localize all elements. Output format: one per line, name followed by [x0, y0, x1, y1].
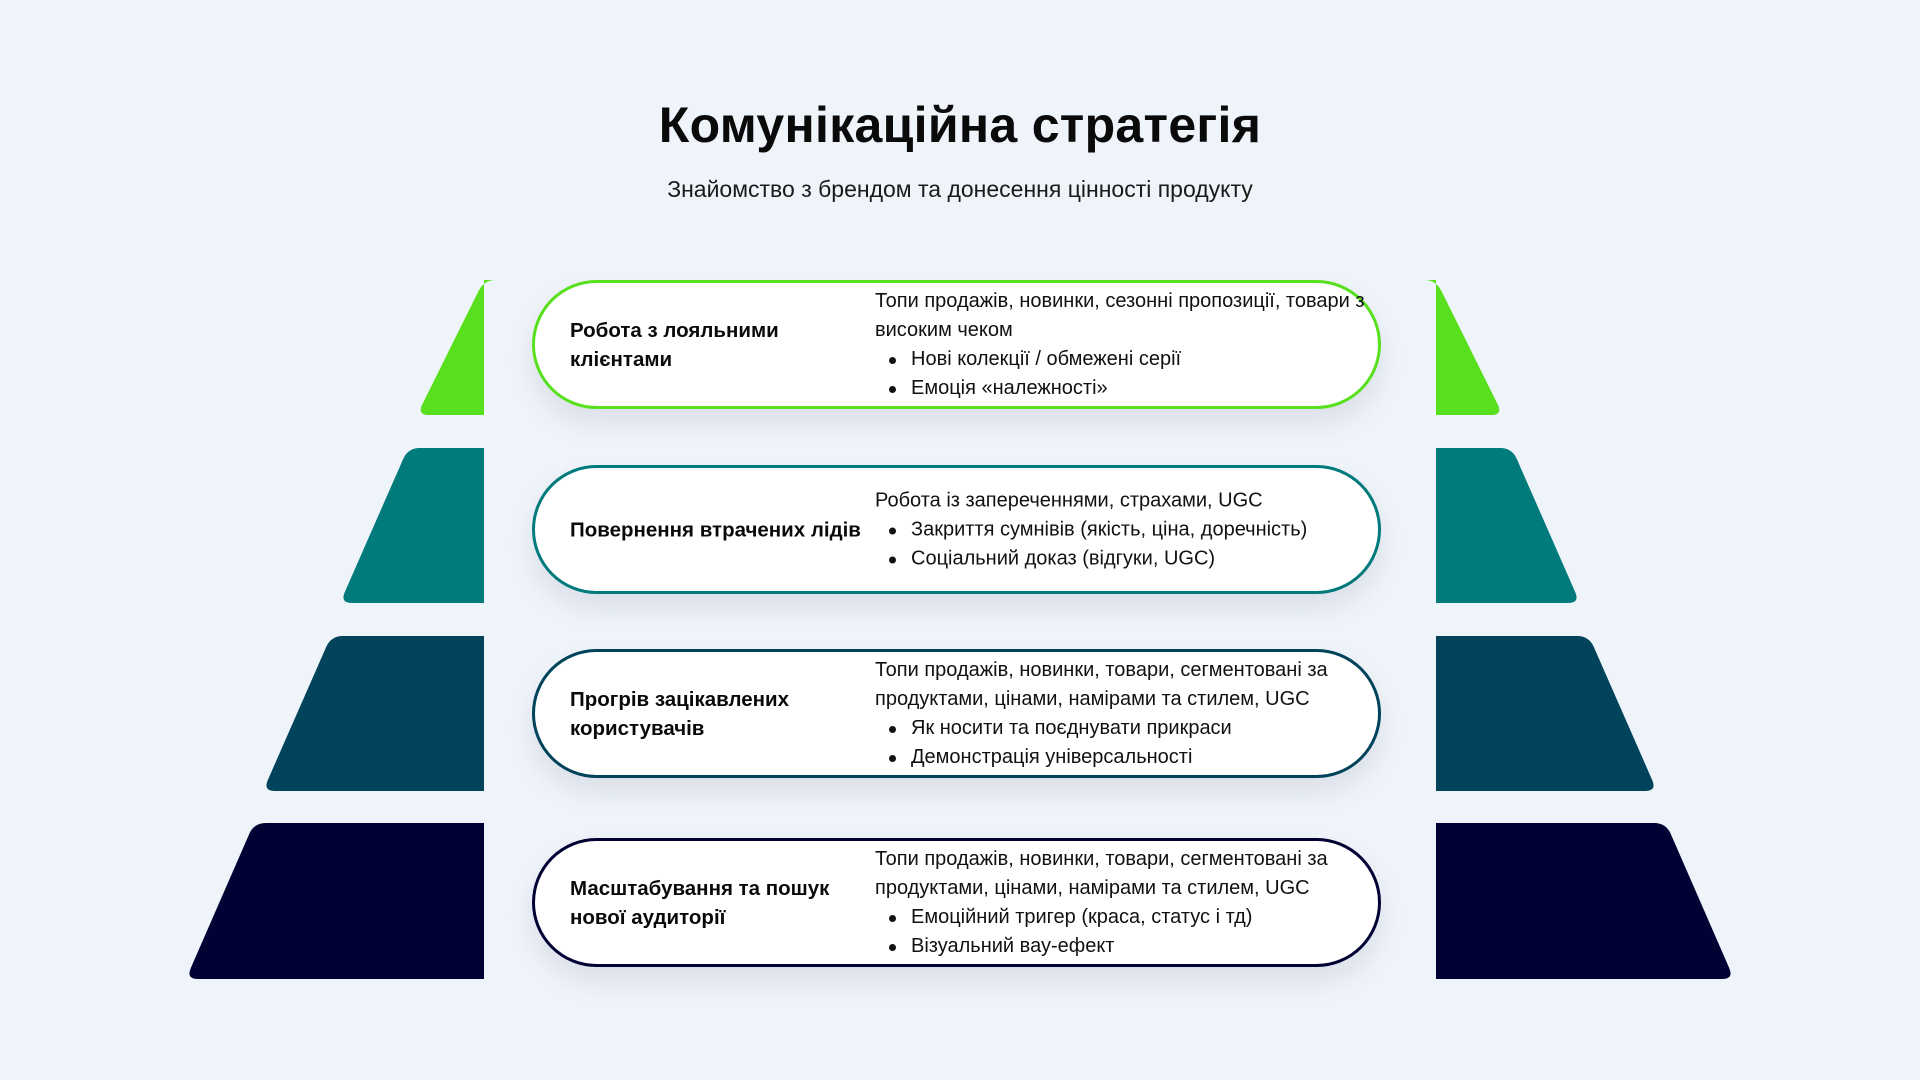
list-item: Емоція «належності»: [911, 374, 1375, 403]
pyramid-layer-left-4: [189, 823, 484, 979]
pyramid-layer-left-2: [343, 448, 484, 603]
level-card-4: [532, 838, 1381, 967]
level-bullet-list: [875, 515, 1375, 573]
pyramid-layer-right-3: [1436, 636, 1654, 791]
level-card-2: [532, 465, 1381, 594]
level-title: Робота з лояльними клієнтами: [570, 318, 779, 371]
level-bullet-list: [875, 903, 1375, 961]
level-description: [875, 845, 1375, 961]
pyramid-layer-right-4: [1436, 823, 1731, 979]
pyramid-layer-right-2: [1436, 448, 1577, 603]
level-lead-text: Робота із запереченнями, страхами, UGC: [875, 489, 1263, 511]
level-lead-text: Топи продажів, новинки, товари, сегментовані за продуктами, цінами, намірами та стилем, UGC: [875, 847, 1328, 899]
level-title: Прогрів зацікавлених користувачів: [570, 687, 789, 740]
list-item: Соціальний доказ (відгуки, UGC): [911, 544, 1375, 573]
level-title: Повернення втрачених лідів: [570, 518, 861, 541]
level-description: [875, 486, 1375, 573]
list-item: Закриття сумнівів (якість, ціна, доречність): [911, 515, 1375, 544]
page-subtitle: Знайомство з брендом та донесення цінності продукту: [667, 176, 1253, 202]
level-card-1: [532, 280, 1381, 409]
list-item: Як носити та поєднувати прикраси: [911, 714, 1375, 743]
level-card-3: [532, 649, 1381, 778]
list-item: Емоційний тригер (краса, статус і тд): [911, 903, 1375, 932]
list-item: Демонстрація універсальності: [911, 743, 1375, 772]
level-bullet-list: [875, 714, 1375, 772]
list-item: Нові колекції / обмежені серії: [911, 345, 1375, 374]
list-item: Візуальний вау-ефект: [911, 932, 1375, 961]
pyramid-layer-left-3: [266, 636, 484, 791]
level-lead-text: Топи продажів, новинки, сезонні пропозиції, товари з високим чеком: [875, 289, 1365, 341]
level-bullet-list: [875, 345, 1375, 403]
level-lead-text: Топи продажів, новинки, товари, сегментовані за продуктами, цінами, намірами та стилем, UGC: [875, 658, 1328, 710]
level-description: [875, 287, 1375, 403]
level-title: Масштабування та пошук нової аудиторії: [570, 876, 830, 929]
pyramid-layer-right-1: [1424, 280, 1499, 415]
page-title: Комунікаційна стратегія: [658, 97, 1262, 153]
pyramid-layer-left-1: [421, 280, 496, 415]
level-description: [875, 656, 1375, 772]
